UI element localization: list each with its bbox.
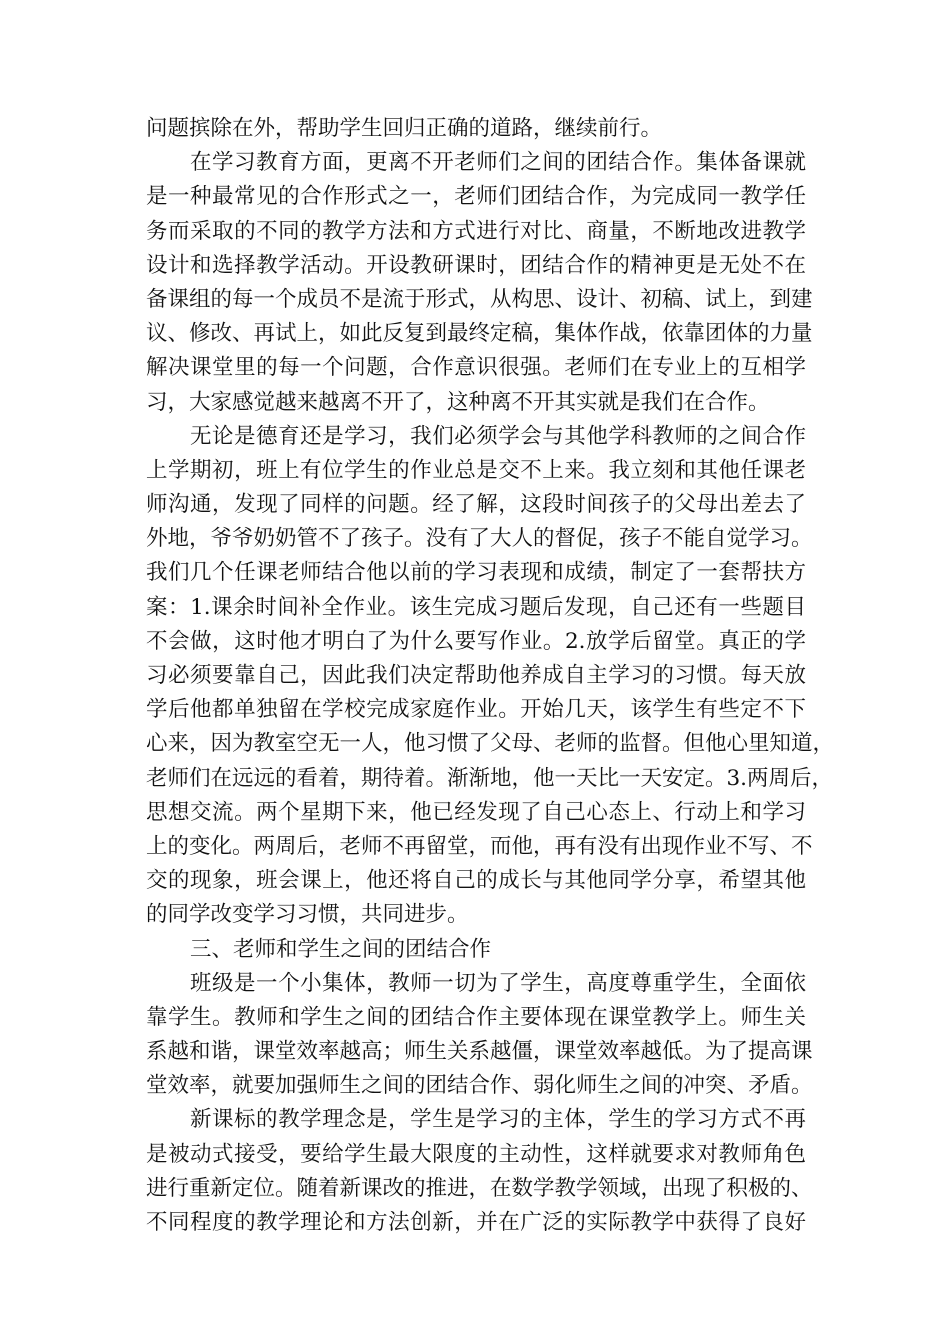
section-heading: 三、老师和学生之间的团结合作 — [190, 936, 492, 962]
paragraph-start-line: 新课标的教学理念是，学生是学习的主体，学生的学习方式不再 — [190, 1107, 806, 1133]
paragraph-start-line: 班级是一个小集体，教师一切为了学生，高度尊重学生，全面依 — [190, 970, 806, 996]
text-line: 师沟通，发现了同样的问题。经了解，这段时间孩子的父母出差去了 — [146, 492, 806, 518]
text-line: 思想交流。两个星期下来，他已经发现了自己心态上、行动上和学习 — [146, 799, 806, 825]
text-line: 心来，因为教室空无一人，他习惯了父母、老师的监督。但他心里知道， — [146, 731, 835, 757]
text-line: 交的现象，班会课上，他还将自己的成长与其他同学分享，希望其他 — [146, 868, 806, 894]
text-line: 问题摈除在外，帮助学生回归正确的道路，继续前行。 — [146, 116, 663, 141]
text-line: 上的变化。两周后，老师不再留堂，而他，再有没有出现作业不写、不 — [146, 833, 813, 859]
text-line: 堂效率，就要加强师生之间的团结合作、弱化师生之间的冲突、矛盾。 — [146, 1073, 813, 1099]
text-line: 务而采取的不同的教学方法和方式进行对比、商量，不断地改进教学 — [146, 218, 806, 244]
text-line: 老师们在远远的看着，期待着。渐渐地，他一天比一天安定。3.两周后， — [146, 765, 834, 791]
text-line: 系越和谐，课堂效率越高；师生关系越僵，课堂效率越低。为了提高课 — [146, 1039, 813, 1065]
text-line: 学后他都单独留在学校完成家庭作业。开始几天，该学生有些定不下 — [146, 697, 806, 723]
paragraph-start-line: 在学习教育方面，更离不开老师们之间的团结合作。集体备课就 — [190, 150, 806, 176]
text-line: 案：1.课余时间补全作业。该生完成习题后发现，自己还有一些题目 — [146, 594, 806, 620]
text-line: 设计和选择教学活动。开设教研课时，团结合作的精神更是无处不在 — [146, 252, 806, 278]
text-line: 解决课堂里的每一个问题，合作意识很强。老师们在专业上的互相学 — [146, 355, 806, 381]
text-line: 不同程度的教学理论和方法创新，并在广泛的实际教学中获得了良好 — [146, 1210, 806, 1235]
text-line: 议、修改、再试上，如此反复到最终定稿，集体作战，依靠团体的力量 — [146, 321, 813, 347]
text-line: 是一种最常见的合作形式之一，老师们团结合作，为完成同一教学任 — [146, 184, 806, 210]
text-line: 靠学生。教师和学生之间的团结合作主要体现在课堂教学上。师生关 — [146, 1004, 806, 1030]
text-line: 的同学改变学习习惯，共同进步。 — [146, 902, 469, 928]
text-line: 进行重新定位。随着新课改的推进，在数学教学领域，出现了积极的、 — [146, 1175, 813, 1201]
text-line: 不会做，这时他才明白了为什么要写作业。2.放学后留堂。真正的学 — [146, 628, 806, 654]
body-text — [146, 112, 835, 1240]
paragraph-start-line: 无论是德育还是学习，我们必须学会与其他学科教师的之间合作 — [190, 423, 806, 449]
text-line: 上学期初，班上有位学生的作业总是交不上来。我立刻和其他任课老 — [146, 457, 806, 483]
text-line: 备课组的每一个成员不是流于形式，从构思、设计、初稿、试上，到建 — [146, 286, 813, 312]
text-line: 习，大家感觉越来越离不开了，这种离不开其实就是我们在合作。 — [146, 389, 770, 415]
text-line: 是被动式接受，要给学生最大限度的主动性，这样就要求对教师角色 — [146, 1141, 806, 1167]
text-line: 外地，爷爷奶奶管不了孩子。没有了大人的督促，孩子不能自觉学习。 — [146, 526, 813, 552]
text-line: 我们几个任课老师结合他以前的学习表现和成绩，制定了一套帮扶方 — [146, 560, 806, 586]
text-line: 习必须要靠自己，因此我们决定帮助他养成自主学习的习惯。每天放 — [146, 663, 806, 688]
